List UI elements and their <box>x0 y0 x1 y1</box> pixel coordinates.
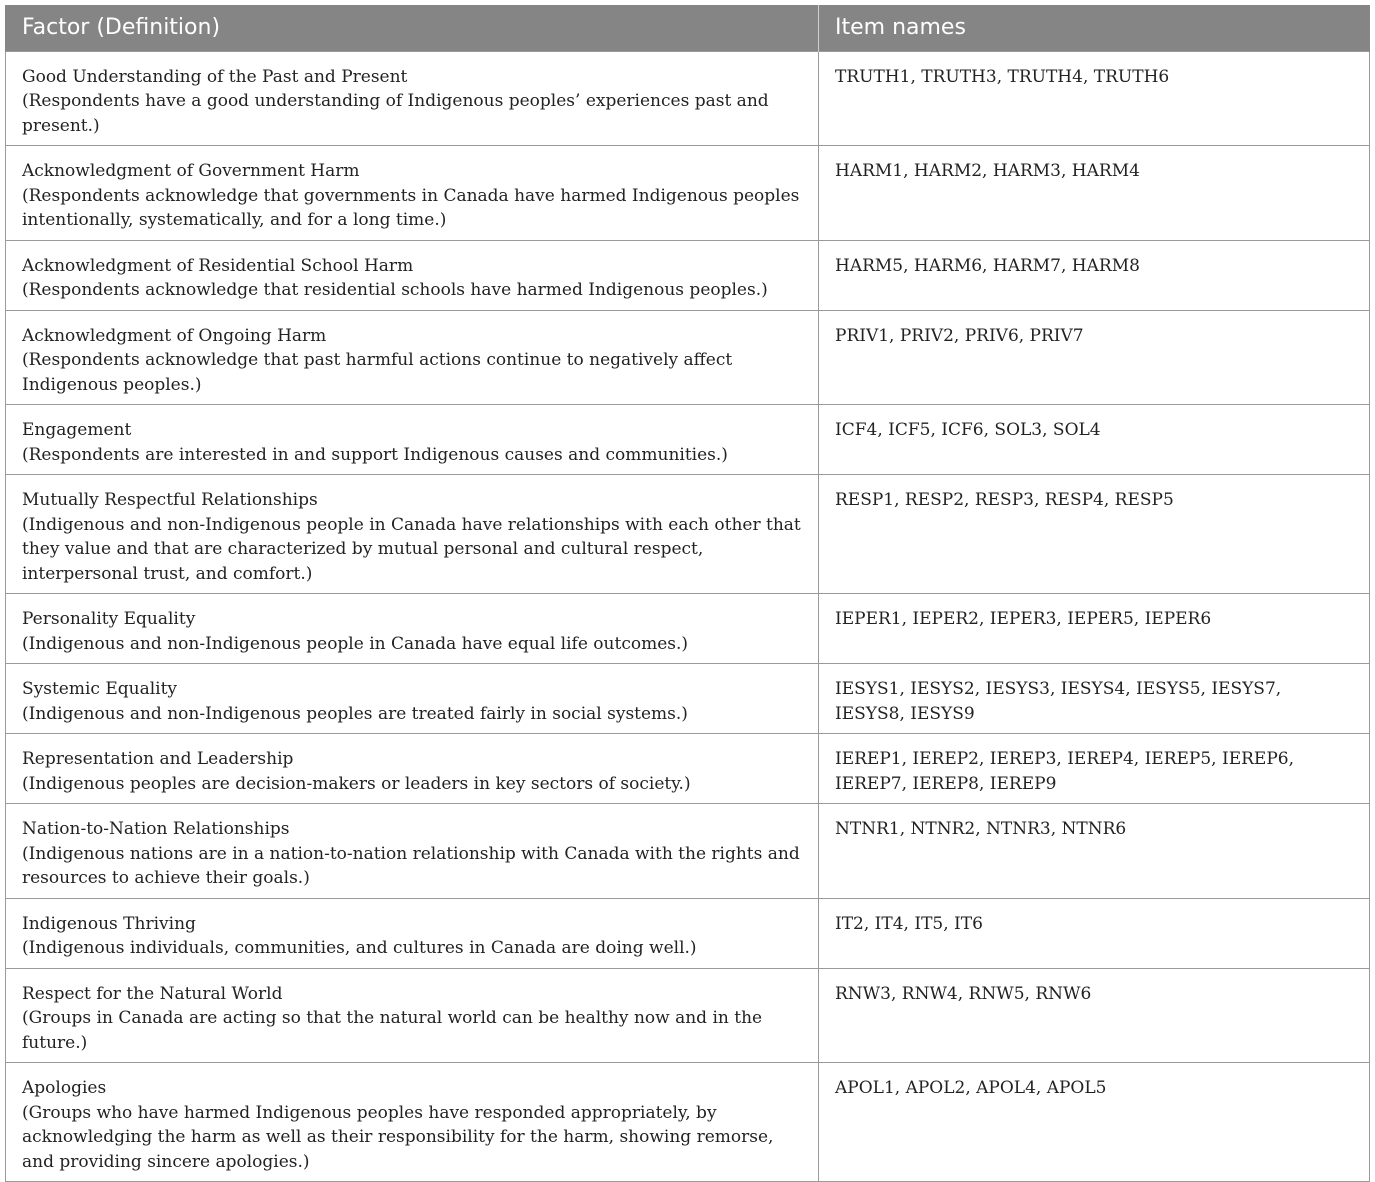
table-row <box>6 51 1370 146</box>
table-row <box>6 734 1370 804</box>
factor-definition: (Respondents have a good understanding of Indigenous peoples’ experiences past and present.) <box>22 91 769 136</box>
factor-definition: (Indigenous and non-Indigenous people in Canada have relationships with each other that they value and that are characterized by mutual personal and cultural respect, interpersonal trust, and comfort.) <box>22 514 801 584</box>
factor-cell <box>6 405 819 475</box>
factor-name: Acknowledgment of Residential School Harm <box>22 255 414 276</box>
item-names-cell: IESYS1, IESYS2, IESYS3, IESYS4, IESYS5, IESYS7, IESYS8, IESYS9 <box>819 664 1370 734</box>
item-names-cell: APOL1, APOL2, APOL4, APOL5 <box>819 1063 1370 1182</box>
factor-definition: (Groups who have harmed Indigenous peoples have responded appropriately, by acknowledging the harm as well as their responsibility for the harm, showing remorse, and providing sincere apologies.) <box>22 1102 774 1172</box>
factor-definition: (Indigenous and non-Indigenous peoples are treated fairly in social systems.) <box>22 703 688 724</box>
item-names-cell: PRIV1, PRIV2, PRIV6, PRIV7 <box>819 310 1370 405</box>
item-names-cell: IEREP1, IEREP2, IEREP3, IEREP4, IEREP5, IEREP6, IEREP7, IEREP8, IEREP9 <box>819 734 1370 804</box>
factor-definition: (Indigenous peoples are decision-makers or leaders in key sectors of society.) <box>22 773 691 794</box>
factor-table <box>5 5 1370 1182</box>
header-item-names: Item names <box>819 5 1370 51</box>
factor-definition: (Respondents acknowledge that residential schools have harmed Indigenous peoples.) <box>22 280 768 300</box>
factor-name: Good Understanding of the Past and Present <box>22 66 408 87</box>
factor-name: Systemic Equality <box>22 679 178 699</box>
factor-cell <box>6 664 819 734</box>
factor-definition: (Groups in Canada are acting so that the natural world can be healthy now and in the future.) <box>22 1008 763 1053</box>
factor-name: Apologies <box>22 1078 107 1098</box>
table-row <box>6 594 1370 664</box>
item-names-cell: RESP1, RESP2, RESP3, RESP4, RESP5 <box>819 475 1370 594</box>
item-names-cell: IT2, IT4, IT5, IT6 <box>819 898 1370 968</box>
header-factor-definition: Factor (Definition) <box>6 5 819 51</box>
factor-definition: (Indigenous individuals, communities, and cultures in Canada are doing well.) <box>22 938 697 958</box>
factor-name: Engagement <box>22 420 132 440</box>
header-row <box>6 5 1370 51</box>
table-row <box>6 664 1370 734</box>
factor-cell <box>6 594 819 664</box>
factor-name: Respect for the Natural World <box>22 983 283 1004</box>
factor-cell <box>6 51 819 146</box>
table-row <box>6 898 1370 968</box>
factor-definition: (Respondents are interested in and support Indigenous causes and communities.) <box>22 444 728 465</box>
factor-cell <box>6 804 819 899</box>
table-row <box>6 310 1370 405</box>
factor-definition: (Respondents acknowledge that past harmful actions continue to negatively affect Indigenous peoples.) <box>22 350 733 395</box>
table-row <box>6 475 1370 594</box>
item-names-cell: NTNR1, NTNR2, NTNR3, NTNR6 <box>819 804 1370 899</box>
factor-name: Mutually Respectful Relationships <box>22 490 318 510</box>
table-row <box>6 240 1370 310</box>
factor-definition: (Respondents acknowledge that governments in Canada have harmed Indigenous peoples intentionally, systematically, and for a long time.) <box>22 185 800 230</box>
factor-name: Representation and Leadership <box>22 749 294 769</box>
factor-name: Acknowledgment of Ongoing Harm <box>22 325 327 346</box>
factor-name: Acknowledgment of Government Harm <box>22 161 360 181</box>
item-names-cell: TRUTH1, TRUTH3, TRUTH4, TRUTH6 <box>819 51 1370 146</box>
item-names-cell: HARM1, HARM2, HARM3, HARM4 <box>819 146 1370 241</box>
factor-definition: (Indigenous nations are in a nation-to-nation relationship with Canada with the rights and resources to achieve their goals.) <box>22 843 800 888</box>
item-names-cell: HARM5, HARM6, HARM7, HARM8 <box>819 240 1370 310</box>
table-row <box>6 146 1370 241</box>
factor-cell <box>6 968 819 1063</box>
factor-cell <box>6 146 819 241</box>
table-row <box>6 968 1370 1063</box>
table-row <box>6 1063 1370 1182</box>
factor-cell <box>6 898 819 968</box>
table-body <box>6 51 1370 1182</box>
table-row <box>6 405 1370 475</box>
item-names-cell: ICF4, ICF5, ICF6, SOL3, SOL4 <box>819 405 1370 475</box>
factor-name: Personality Equality <box>22 609 196 629</box>
factor-name: Indigenous Thriving <box>22 913 196 934</box>
table-row <box>6 804 1370 899</box>
factor-cell <box>6 734 819 804</box>
factor-cell <box>6 1063 819 1182</box>
factor-definition: (Indigenous and non-Indigenous people in Canada have equal life outcomes.) <box>22 633 689 654</box>
item-names-cell: IEPER1, IEPER2, IEPER3, IEPER5, IEPER6 <box>819 594 1370 664</box>
factor-cell <box>6 310 819 405</box>
factor-cell <box>6 240 819 310</box>
factor-cell <box>6 475 819 594</box>
factor-name: Nation-to-Nation Relationships <box>22 819 290 839</box>
item-names-cell: RNW3, RNW4, RNW5, RNW6 <box>819 968 1370 1063</box>
